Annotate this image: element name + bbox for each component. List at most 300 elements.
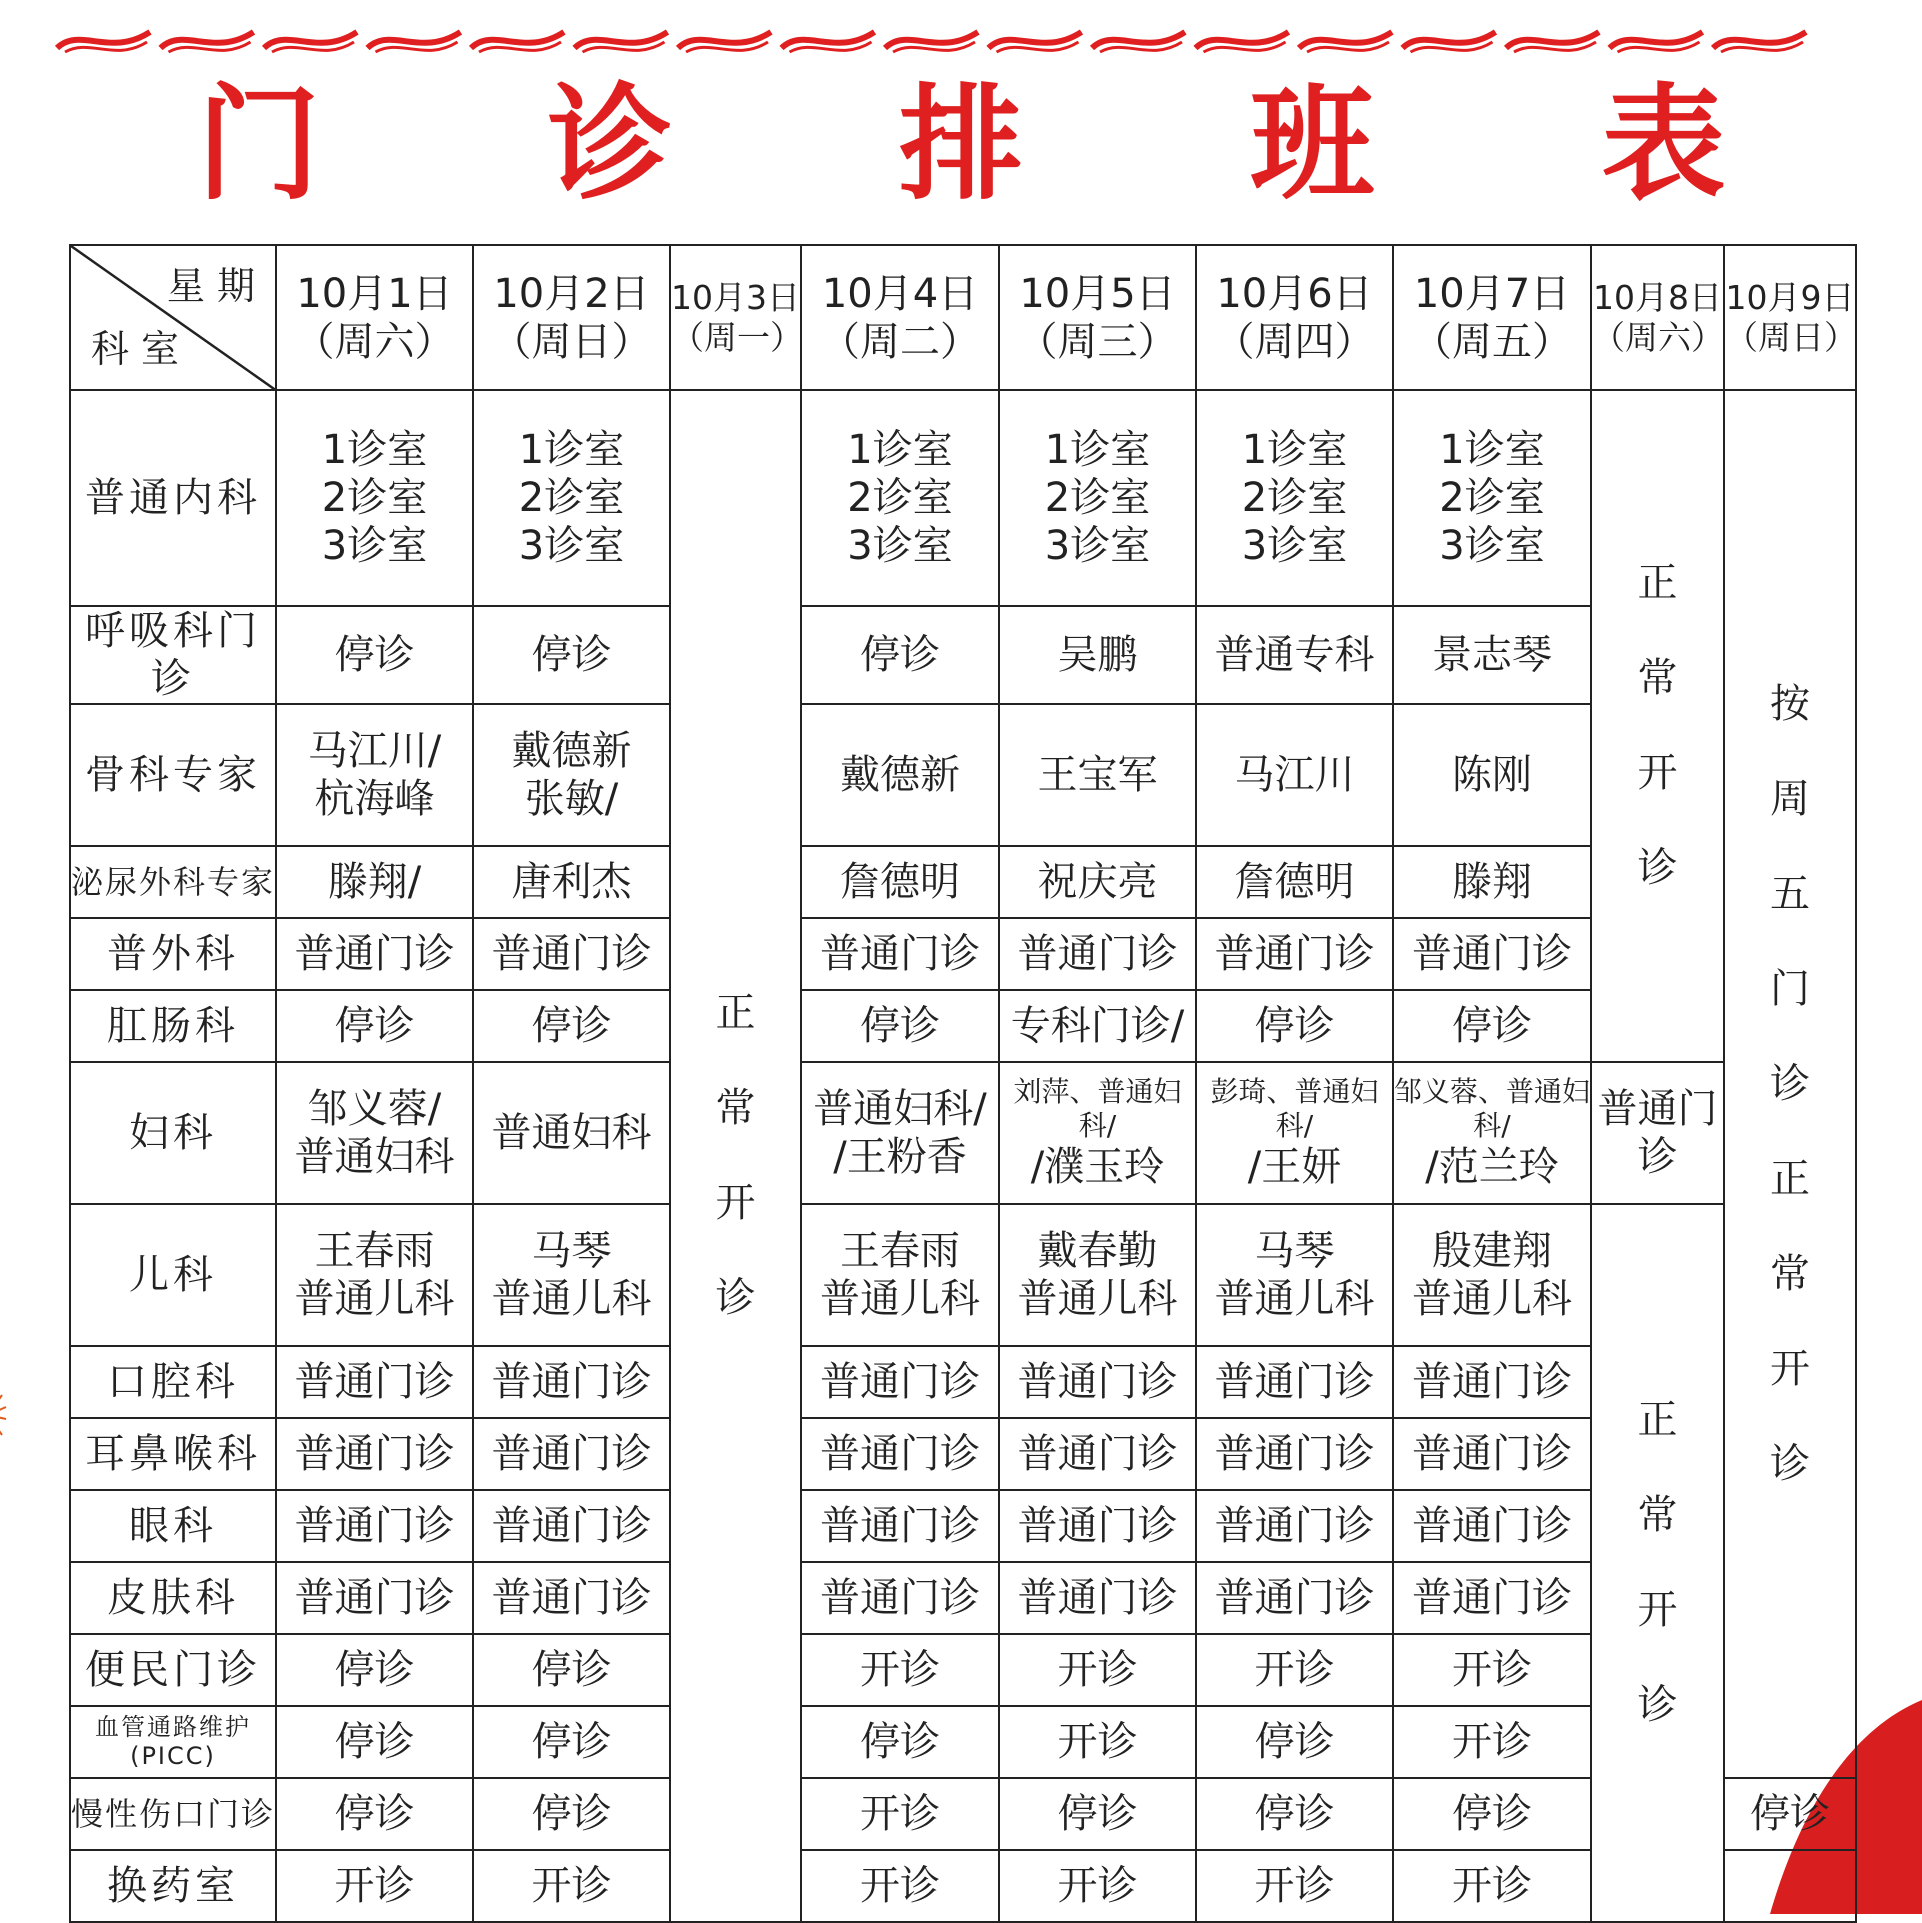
- oct9-wound-cell: 停诊: [1724, 1778, 1856, 1850]
- cell-text: 普通门诊: [1017, 1431, 1178, 1477]
- date-header: [670, 245, 801, 390]
- vertical-char: 诊: [715, 1275, 756, 1321]
- cell-text: 普通专科: [1214, 632, 1375, 678]
- cell-text: 开诊: [1452, 1863, 1532, 1909]
- cell-text: 普通妇科: [491, 1110, 652, 1156]
- ribbon-swirl: [1403, 32, 1496, 48]
- vertical-char: 常: [715, 1085, 756, 1131]
- schedule-cell: [276, 606, 473, 704]
- cell-text: 普通门诊: [294, 1431, 455, 1477]
- schedule-cell: [473, 1706, 670, 1778]
- dept-row: [70, 1418, 1856, 1490]
- schedule-cell: [473, 390, 670, 606]
- cell-text: 普通妇科: [294, 1134, 455, 1180]
- cell-text: 普通门诊: [491, 1359, 652, 1405]
- cell-text: 2诊室: [847, 475, 953, 521]
- date-header: [1196, 245, 1393, 390]
- ribbon-swirl: [1299, 32, 1392, 48]
- schedule-cell: [1196, 1204, 1393, 1346]
- vertical-char: 正: [1770, 1155, 1810, 1202]
- schedule-cell: [473, 606, 670, 704]
- schedule-cell: [473, 1490, 670, 1562]
- cell-text: 普通门诊: [1017, 931, 1178, 977]
- schedule-cell: [801, 1634, 999, 1706]
- dept-name: 泌尿外科专家: [70, 846, 276, 918]
- schedule-cell: [473, 1778, 670, 1850]
- cell-text: 邹义蓉、普通妇科/: [1394, 1075, 1591, 1142]
- dept-name: [70, 1706, 276, 1778]
- ribbon-swirl: [1610, 32, 1703, 48]
- ribbon-swirl: [161, 32, 254, 48]
- schedule-cell: [801, 1346, 999, 1418]
- schedule-table: [69, 244, 1857, 1923]
- vertical-char: 诊: [1770, 1440, 1810, 1487]
- cell-text: 停诊: [1254, 1719, 1335, 1765]
- schedule-cell: [1196, 1850, 1393, 1922]
- cell-text: 普通门诊: [820, 1431, 980, 1477]
- date-header: [1393, 245, 1591, 390]
- oct9-dressing-cell: [1724, 1850, 1856, 1922]
- schedule-cell: [1196, 1562, 1393, 1634]
- schedule-cell: [1393, 1418, 1591, 1490]
- oct8-gyn-cell: 普通门诊: [1591, 1062, 1724, 1204]
- ribbon-swirl: [57, 32, 150, 48]
- cell-text: 3诊室: [1241, 523, 1348, 569]
- weekday-label: （周四）: [1214, 318, 1375, 365]
- schedule-cell: [999, 1706, 1196, 1778]
- schedule-cell: [473, 1062, 670, 1204]
- cell-text: 普通门诊: [1412, 1503, 1572, 1549]
- date-header: [1591, 245, 1724, 390]
- ribbon-swirl: [368, 32, 461, 48]
- cell-text: /王粉香: [833, 1134, 967, 1180]
- cell-text: 马江川/: [307, 728, 442, 774]
- cell-text: /王妍: [1247, 1143, 1342, 1190]
- dept-sub-label: (PICC): [130, 1742, 216, 1770]
- schedule-cell: [1393, 1490, 1591, 1562]
- vertical-char: 开: [1637, 750, 1678, 796]
- cell-text: 开诊: [860, 1791, 940, 1837]
- schedule-cell: [1393, 918, 1591, 990]
- schedule-cell: [276, 846, 473, 918]
- vertical-char: 正: [715, 990, 756, 1036]
- schedule-cell: [1393, 704, 1591, 846]
- cell-text: 1诊室: [321, 427, 428, 473]
- schedule-cell: [1393, 1062, 1591, 1204]
- dept-name: 换药室: [70, 1850, 276, 1922]
- date-header: [801, 245, 999, 390]
- cell-text: 普通门诊: [820, 1575, 980, 1621]
- cell-text: 开诊: [1057, 1719, 1138, 1765]
- dept-row: [70, 1562, 1856, 1634]
- cell-text: 1诊室: [518, 427, 625, 473]
- schedule-cell: [999, 1562, 1196, 1634]
- ribbon-swirl: [471, 32, 564, 48]
- schedule-cell: [999, 846, 1196, 918]
- dept-name: 肛肠科: [70, 990, 276, 1062]
- dept-name: 儿科: [70, 1204, 276, 1346]
- page-title: 门 诊 排 班 表: [196, 73, 1818, 217]
- vertical-char: 正: [1637, 560, 1678, 606]
- dept-row: [70, 1062, 1856, 1204]
- ribbon-swirl: [989, 32, 1082, 48]
- dept-label: 血管通路维护: [95, 1713, 251, 1742]
- date-header: [473, 245, 670, 390]
- dept-name: 骨科专家: [70, 704, 276, 846]
- schedule-cell: [473, 990, 670, 1062]
- schedule-cell: [999, 1204, 1196, 1346]
- cell-text: 开诊: [1057, 1863, 1138, 1909]
- schedule-cell: [1196, 1634, 1393, 1706]
- vertical-char: 五: [1770, 870, 1810, 917]
- schedule-cell: [1393, 846, 1591, 918]
- cell-text: 普通门诊: [294, 1503, 455, 1549]
- cell-text: 普通门诊: [1412, 1575, 1572, 1621]
- date-label: 10月3日: [671, 277, 800, 317]
- schedule-cell: [999, 606, 1196, 704]
- schedule-cell: [276, 1346, 473, 1418]
- schedule-cell: [276, 1204, 473, 1346]
- cell-text: 殷建翔: [1432, 1228, 1552, 1274]
- cell-text: 普通门诊: [294, 931, 455, 977]
- schedule-cell: [1196, 704, 1393, 846]
- schedule-cell: [276, 390, 473, 606]
- schedule-cell: [999, 1346, 1196, 1418]
- header-row: [70, 245, 1856, 390]
- ribbon-decoration: [55, 22, 1815, 62]
- cell-text: 普通门诊: [1214, 1503, 1375, 1549]
- cell-text: 普通门诊: [294, 1575, 455, 1621]
- cell-text: 停诊: [531, 1719, 612, 1765]
- ribbon-swirl: [575, 32, 668, 48]
- schedule-cell: [1393, 1346, 1591, 1418]
- schedule-cell: [1196, 1490, 1393, 1562]
- dept-row: [70, 990, 1856, 1062]
- cell-text: 滕翔/: [327, 859, 422, 905]
- vertical-char: 常: [1770, 1250, 1810, 1297]
- cell-text: 马琴: [1254, 1228, 1335, 1274]
- schedule-cell: [473, 704, 670, 846]
- schedule-cell: [1196, 1418, 1393, 1490]
- dept-row: [70, 846, 1856, 918]
- cell-text: 开诊: [1452, 1647, 1532, 1693]
- schedule-cell: [1196, 918, 1393, 990]
- cell-text: 马江川: [1234, 752, 1355, 798]
- firework-decoration: [0, 1385, 16, 1445]
- cell-text: 普通门诊: [1412, 931, 1572, 977]
- schedule-cell: [276, 1706, 473, 1778]
- date-header: [1724, 245, 1856, 390]
- corner-cell: [70, 245, 276, 390]
- schedule-cell: [1393, 1562, 1591, 1634]
- schedule-cell: [276, 1490, 473, 1562]
- cell-text: 开诊: [1254, 1647, 1335, 1693]
- cell-text: 开诊: [860, 1647, 940, 1693]
- weekday-label: （周六）: [294, 318, 455, 365]
- dept-name: 眼科: [70, 1490, 276, 1562]
- dept-row: [70, 704, 1856, 846]
- cell-text: 开诊: [1057, 1647, 1138, 1693]
- schedule-cell: [1196, 846, 1393, 918]
- dept-row: [70, 390, 1856, 606]
- cell-text: 3诊室: [1439, 523, 1545, 569]
- cell-text: /范兰玲: [1425, 1143, 1559, 1190]
- cell-text: 陈刚: [1452, 752, 1532, 798]
- date-label: 10月6日: [1216, 270, 1373, 317]
- cell-text: 普通妇科/: [813, 1086, 987, 1132]
- schedule-cell: [801, 704, 999, 846]
- cell-text: 普通门诊: [491, 1503, 652, 1549]
- cell-text: 普通门诊: [1412, 1431, 1572, 1477]
- cell-text: 2诊室: [321, 475, 428, 521]
- schedule-cell: [801, 1062, 999, 1204]
- cell-text: 王宝军: [1037, 752, 1158, 798]
- cell-text: 停诊: [1452, 1791, 1532, 1837]
- cell-text: 普通门诊: [1412, 1359, 1572, 1405]
- cell-text: 普通门诊: [1214, 1431, 1375, 1477]
- weekday-label: （周日）: [491, 318, 652, 365]
- cell-text: 停诊: [1254, 1003, 1335, 1049]
- dept-row: [70, 606, 1856, 704]
- cell-text: 停诊: [334, 632, 415, 678]
- schedule-cell: [801, 846, 999, 918]
- vertical-char: 诊: [1637, 845, 1678, 891]
- cell-text: 3诊室: [1044, 523, 1151, 569]
- cell-text: 停诊: [334, 1003, 415, 1049]
- vertical-char: 开: [715, 1180, 756, 1226]
- schedule-cell: [1196, 606, 1393, 704]
- schedule-cell: [801, 606, 999, 704]
- cell-text: 停诊: [1452, 1003, 1532, 1049]
- cell-text: 2诊室: [1439, 475, 1545, 521]
- oct8-merged-top: [1591, 390, 1724, 1062]
- schedule-cell: [1196, 1346, 1393, 1418]
- schedule-cell: [473, 1850, 670, 1922]
- cell-text: 普通门诊: [1214, 931, 1375, 977]
- corner-weekday-label: 星期: [166, 264, 267, 308]
- cell-text: 停诊: [334, 1719, 415, 1765]
- schedule-cell: [801, 1850, 999, 1922]
- cell-text: 张敏/: [524, 776, 619, 822]
- schedule-cell: [801, 1418, 999, 1490]
- cell-text: 停诊: [531, 1791, 612, 1837]
- schedule-cell: [473, 1634, 670, 1706]
- cell-text: 王春雨: [314, 1228, 435, 1274]
- schedule-cell: [473, 1346, 670, 1418]
- schedule-cell: [1393, 1204, 1591, 1346]
- schedule-cell: [801, 1204, 999, 1346]
- cell-text: 詹德明: [1234, 859, 1355, 905]
- schedule-cell: [473, 1204, 670, 1346]
- cell-text: 普通门诊: [1017, 1575, 1178, 1621]
- cell-text: 专科门诊/: [1010, 1003, 1185, 1049]
- date-label: 10月8日: [1593, 277, 1722, 317]
- cell-text: 开诊: [334, 1863, 415, 1909]
- vertical-char: 诊: [1637, 1682, 1678, 1728]
- date-label: 10月7日: [1413, 270, 1571, 317]
- weekday-label: （周一）: [671, 317, 803, 357]
- dept-name: 普外科: [70, 918, 276, 990]
- date-label: 10月5日: [1019, 270, 1176, 317]
- schedule-cell: [801, 390, 999, 606]
- dept-name: 耳鼻喉科: [70, 1418, 276, 1490]
- cell-text: 普通门诊: [1214, 1359, 1375, 1405]
- cell-text: 开诊: [1254, 1863, 1335, 1909]
- cell-text: 普通儿科: [1214, 1276, 1375, 1322]
- vertical-char: 开: [1637, 1587, 1678, 1633]
- vertical-char: 正: [1637, 1397, 1678, 1443]
- date-label: 10月4日: [821, 270, 979, 317]
- dept-name: 口腔科: [70, 1346, 276, 1418]
- cell-text: 停诊: [1057, 1791, 1138, 1837]
- schedule-cell: [1393, 606, 1591, 704]
- cell-text: 唐利杰: [511, 859, 632, 905]
- cell-text: 2诊室: [518, 475, 625, 521]
- dept-name: 皮肤科: [70, 1562, 276, 1634]
- cell-text: 普通门诊: [491, 931, 652, 977]
- cell-text: 1诊室: [1439, 427, 1545, 473]
- cell-text: 停诊: [531, 1647, 612, 1693]
- vertical-char: 诊: [1770, 1060, 1810, 1107]
- cell-text: 停诊: [531, 632, 612, 678]
- dept-row: [70, 1490, 1856, 1562]
- vertical-char: 常: [1637, 655, 1678, 701]
- ribbon-swirl: [1092, 32, 1185, 48]
- cell-text: 开诊: [531, 1863, 612, 1909]
- cell-text: 停诊: [860, 1719, 940, 1765]
- cell-text: 詹德明: [840, 859, 960, 905]
- schedule-cell: [999, 918, 1196, 990]
- cell-text: 普通门诊: [491, 1431, 652, 1477]
- date-label: 10月2日: [493, 270, 650, 317]
- cell-text: 普通门诊: [820, 931, 980, 977]
- cell-text: 开诊: [860, 1863, 940, 1909]
- schedule-cell: [999, 1778, 1196, 1850]
- schedule-cell: [276, 1850, 473, 1922]
- schedule-cell: [276, 990, 473, 1062]
- cell-text: 开诊: [1452, 1719, 1532, 1765]
- cell-text: 停诊: [334, 1791, 415, 1837]
- dept-row: [70, 1346, 1856, 1418]
- cell-text: 1诊室: [1241, 427, 1348, 473]
- ribbon-swirl: [1196, 32, 1289, 48]
- schedule-cell: [999, 1490, 1196, 1562]
- schedule-cell: [999, 1850, 1196, 1922]
- schedule-cell: [801, 918, 999, 990]
- weekday-label: （周日）: [1725, 317, 1857, 357]
- weekday-label: （周六）: [1592, 317, 1724, 357]
- schedule-cell: [801, 990, 999, 1062]
- ribbon-swirl: [1713, 32, 1806, 48]
- cell-text: 吴鹏: [1057, 632, 1138, 678]
- schedule-cell: [999, 704, 1196, 846]
- schedule-cell: [999, 1062, 1196, 1204]
- schedule-cell: [276, 1562, 473, 1634]
- cell-text: 1诊室: [847, 427, 953, 473]
- vertical-char: 按: [1770, 680, 1810, 727]
- schedule-cell: [1196, 1778, 1393, 1850]
- cell-text: 彭琦、普通妇科/: [1210, 1075, 1379, 1142]
- dept-name: 慢性伤口门诊: [70, 1778, 276, 1850]
- schedule-cell: [276, 1062, 473, 1204]
- ribbon-swirl: [264, 32, 357, 48]
- schedule-cell: [1196, 390, 1393, 606]
- vertical-char: 开: [1770, 1345, 1810, 1392]
- cell-text: 普通门诊: [820, 1503, 980, 1549]
- ribbon-swirl: [1506, 32, 1599, 48]
- cell-text: 景志琴: [1432, 632, 1552, 678]
- schedule-cell: [1393, 390, 1591, 606]
- cell-text: 普通门诊: [820, 1359, 980, 1405]
- schedule-cell: [1196, 1062, 1393, 1204]
- dept-row: [70, 1634, 1856, 1706]
- weekday-label: （周二）: [820, 318, 980, 365]
- cell-text: 戴春勤: [1037, 1228, 1158, 1274]
- date-label: 10月9日: [1725, 277, 1855, 317]
- schedule-cell: [276, 1418, 473, 1490]
- cell-text: 普通儿科: [1017, 1276, 1178, 1322]
- cell-text: 滕翔: [1452, 859, 1532, 905]
- dept-row: [70, 918, 1856, 990]
- cell-text: 祝庆亮: [1037, 859, 1158, 905]
- schedule-cell: [999, 390, 1196, 606]
- schedule-cell: [1393, 1706, 1591, 1778]
- cell-text: 普通儿科: [820, 1276, 980, 1322]
- cell-text: 戴德新: [840, 752, 960, 798]
- cell-text: 停诊: [860, 1003, 940, 1049]
- schedule-cell: [473, 1562, 670, 1634]
- cell-text: 1诊室: [1044, 427, 1151, 473]
- dept-name: 妇科: [70, 1062, 276, 1204]
- cell-text: 停诊: [531, 1003, 612, 1049]
- date-header: [276, 245, 473, 390]
- ribbon-swirl: [885, 32, 978, 48]
- cell-text: 普通门诊: [1017, 1503, 1178, 1549]
- cell-text: 停诊: [1254, 1791, 1335, 1837]
- schedule-cell: [1393, 990, 1591, 1062]
- cell-text: 3诊室: [847, 523, 953, 569]
- dept-row: [70, 1204, 1856, 1346]
- cell-text: 邹义蓉/: [307, 1086, 442, 1132]
- oct8-merged-bottom: [1591, 1204, 1724, 1922]
- cell-text: 3诊室: [518, 523, 625, 569]
- schedule-cell: [276, 704, 473, 846]
- dept-row: [70, 1778, 1856, 1850]
- cell-text: 刘萍、普通妇科/: [1013, 1075, 1182, 1142]
- schedule-cell: [801, 1562, 999, 1634]
- dept-row: [70, 1850, 1856, 1922]
- cell-text: 王春雨: [840, 1228, 960, 1274]
- schedule-cell: [801, 1490, 999, 1562]
- cell-text: /濮玉玲: [1030, 1143, 1165, 1190]
- cell-text: 普通儿科: [294, 1276, 455, 1322]
- dept-name: 便民门诊: [70, 1634, 276, 1706]
- schedule-cell: [801, 1706, 999, 1778]
- schedule-cell: [1393, 1778, 1591, 1850]
- schedule-cell: [276, 1634, 473, 1706]
- schedule-cell: [999, 990, 1196, 1062]
- schedule-cell: [1196, 990, 1393, 1062]
- cell-text: 普通门诊: [294, 1359, 455, 1405]
- schedule-cell: [473, 846, 670, 918]
- vertical-char: 周: [1770, 775, 1810, 822]
- dept-name: 呼吸科门诊: [70, 606, 276, 704]
- oct9-merged-cell: [1724, 390, 1856, 1778]
- oct3-merged-cell: [670, 390, 801, 1922]
- schedule-cell: [473, 1418, 670, 1490]
- vertical-char: 常: [1637, 1492, 1678, 1538]
- ribbon-swirl: [678, 32, 771, 48]
